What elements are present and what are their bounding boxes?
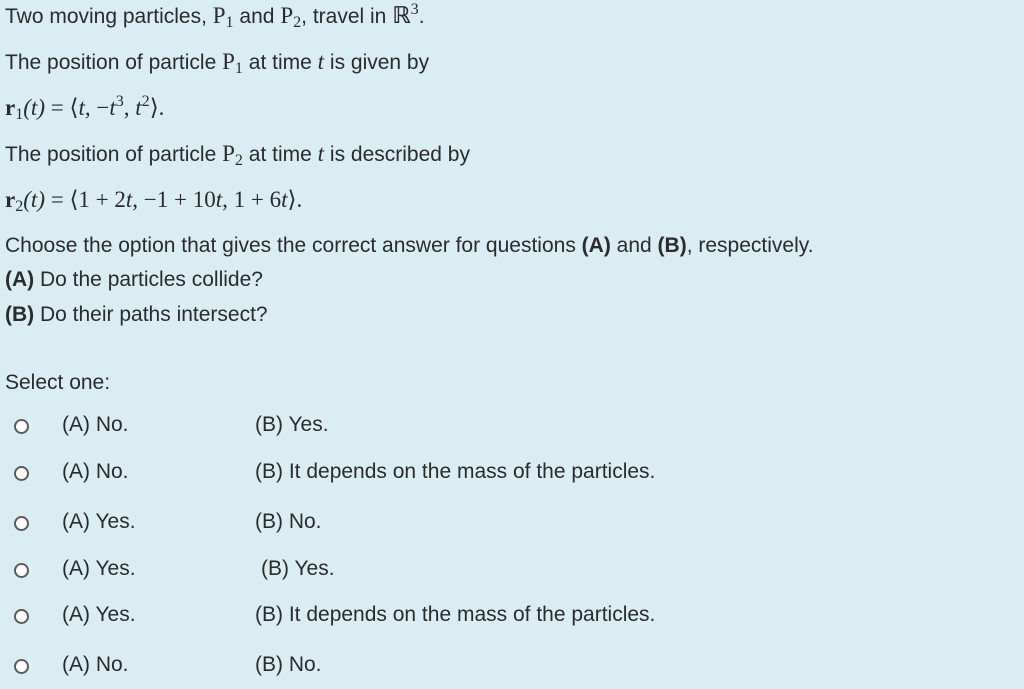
particle-p2: $P_2$ [280, 3, 302, 32]
r1-equation: $r_1(t)$ = ⟨t, $-t^3$, $t^2⟩$. [5, 93, 165, 124]
option-b-text: (B) No. [255, 653, 322, 676]
option-a-text: (A) Yes. [62, 510, 136, 533]
option-4[interactable] [0, 553, 1024, 593]
option-a-text: (A) Yes. [62, 603, 136, 626]
option-6[interactable] [0, 649, 1024, 689]
radio-button[interactable] [14, 659, 29, 674]
position-p1-text: The position of particle $P_1$ at time t is given by [5, 49, 430, 78]
option-a-text: (A) No. [62, 460, 129, 483]
option-3[interactable] [0, 506, 1024, 546]
question-b: (B) Do their paths intersect? [5, 303, 268, 326]
r2-equation: $r_2(t)$ = ⟨1 + 2t, −1 + 10t, 1 + 6t⟩. [5, 187, 303, 216]
choose-instruction: Choose the option that gives the correct answer for questions (A) and (B), respectively. [5, 234, 814, 257]
radio-button[interactable] [14, 466, 29, 481]
position-p2-text: The position of particle $P_2$ at time t is described by [5, 141, 470, 170]
intro-travel: , travel in [301, 5, 393, 28]
particle-p1: $P_1$ [212, 3, 234, 32]
intro-end: . [418, 5, 425, 28]
option-a-text: (A) Yes. [62, 557, 136, 580]
question-intro [5, 2, 425, 31]
radio-button[interactable] [14, 563, 29, 578]
option-1[interactable] [0, 409, 1024, 449]
question-a: (A) Do the particles collide? [5, 268, 263, 291]
option-b-text: (B) Yes. [255, 413, 329, 436]
option-a-text: (A) No. [62, 413, 129, 436]
radio-button[interactable] [14, 419, 29, 434]
select-one-label: Select one: [5, 371, 111, 394]
option-5[interactable] [0, 599, 1024, 639]
intro-text: Two moving particles, [5, 5, 213, 28]
space-r3: ℝ$^3$ [392, 1, 419, 29]
radio-button[interactable] [14, 516, 29, 531]
option-b-text: (B) It depends on the mass of the particles. [255, 460, 656, 483]
intro-and: and [233, 5, 281, 28]
radio-button[interactable] [14, 609, 29, 624]
option-2[interactable] [0, 456, 1024, 496]
option-b-text: (B) No. [255, 510, 322, 533]
option-b-text: (B) Yes. [261, 557, 335, 580]
option-b-text: (B) It depends on the mass of the particles. [255, 603, 656, 626]
option-a-text: (A) No. [62, 653, 129, 676]
